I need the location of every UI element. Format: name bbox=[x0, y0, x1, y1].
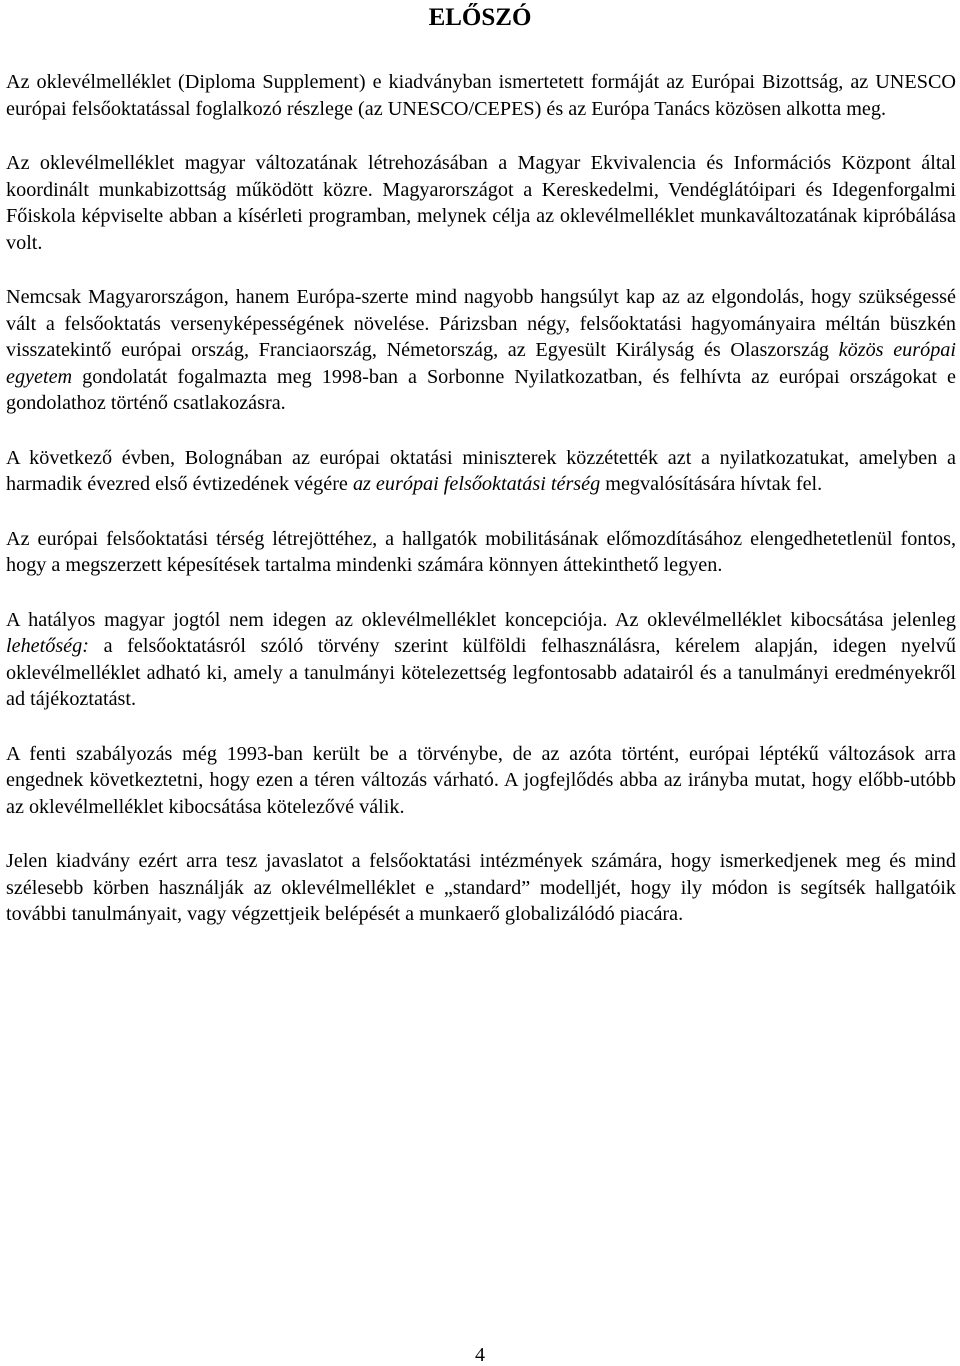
italic-phrase: közös európai egyetem bbox=[6, 339, 956, 388]
paragraph bbox=[6, 69, 956, 122]
paragraph-text: gondolatát fogalmazta meg 1998-ban a Sorbonne Nyilatkozatban, és felhívta az európai országokat e gondolathoz történő csatlakozásra. bbox=[6, 365, 956, 414]
paragraph bbox=[6, 607, 956, 713]
paragraph bbox=[6, 848, 956, 928]
italic-phrase: az európai felsőoktatási térség bbox=[352, 473, 601, 495]
document-body bbox=[6, 69, 956, 956]
paragraph-text: A fenti szabályozás még 1993-ban került be a törvénybe, de az azóta történt, európai léptékű változások arra engednek következtetni, hogy ezen a téren változás várható. A jogfejlődés abba az irányba mutat, hogy előbb-utóbb az oklevélmelléklet kibocsátása kötelezővé válik. bbox=[6, 742, 956, 818]
paragraph-text: Jelen kiadvány ezért arra tesz javaslatot a felsőoktatási intézmények számára, hogy ismerkedjenek meg és mind szélesebb körben használják az oklevélmelléklet e „standard” modelljét, hogy ily módon is segítsék hallgatóik további tanulmányait, vagy végzettjeik belépését a munkaerő globalizálódó piacára. bbox=[6, 850, 956, 925]
paragraph-text: a felsőoktatásról szóló törvény szerint külföldi felhasználásra, kérelem alapján, idegen nyelvű oklevélmelléklet adható ki, amely a tanulmányi kötelezettség legfontosabb adatairól és a tanulmányi eredményekről ad tájékoztatást. bbox=[6, 635, 956, 710]
paragraph-text: megvalósítására hívtak fel. bbox=[600, 473, 823, 495]
paragraph bbox=[6, 526, 956, 579]
paragraph-text: Az oklevélmelléklet magyar változatának létrehozásában a Magyar Ekvivalencia és Információs Központ által koordinált munkabizottság működött közre. Magyarországot a Kereskedelmi, Vendéglátóipari és Idegenforgalmi Főiskola képviselte abban a kísérleti programban, melynek célja az oklevélmelléklet munkaváltozatának kipróbálása volt. bbox=[6, 152, 956, 254]
paragraph-text: A hatályos magyar jogtól nem idegen az oklevélmelléklet koncepciója. Az oklevélmelléklet kibocsátása jelenleg bbox=[6, 608, 956, 631]
paragraph-text: Az oklevélmelléklet (Diploma Supplement) e kiadványban ismertetett formáját az Európai Bizottság, az UNESCO európai felsőoktatással foglalkozó részlege (az UNESCO/CEPES) és az Európa Tanács közösen alkotta meg. bbox=[6, 71, 956, 120]
paragraph bbox=[6, 741, 956, 821]
paragraph-text: Nemcsak Magyarországon, hanem Európa-szerte mind nagyobb hangsúlyt kap az az elgondolás, hogy szükségessé vált a felsőoktatás versenyképességének növelése. Párizsban négy, felsőoktatási hagyományaira méltán büszkén visszatekintő európai ország, Franciaország, Németország, az Egyesült Királyság és Olaszország bbox=[6, 286, 956, 361]
paragraph bbox=[6, 445, 956, 498]
page-number: 4 bbox=[475, 1344, 485, 1366]
paragraph bbox=[6, 150, 956, 256]
italic-phrase: lehetőség: bbox=[6, 635, 89, 657]
paragraph-text: A következő évben, Bolognában az európai oktatási miniszterek közzétették azt a nyilatkozatukat, amelyben a harmadik évezred első évtizedének végére bbox=[6, 446, 956, 495]
paragraph-text: Az európai felsőoktatási térség létrejöttéhez, a hallgatók mobilitásának előmozdításához elengedhetetlenül fontos, hogy a megszerzett képesítések tartalma mindenki számára könnyen áttekinthető legyen. bbox=[6, 527, 956, 576]
page-title: ELŐSZÓ bbox=[428, 4, 532, 31]
paragraph bbox=[6, 284, 956, 417]
